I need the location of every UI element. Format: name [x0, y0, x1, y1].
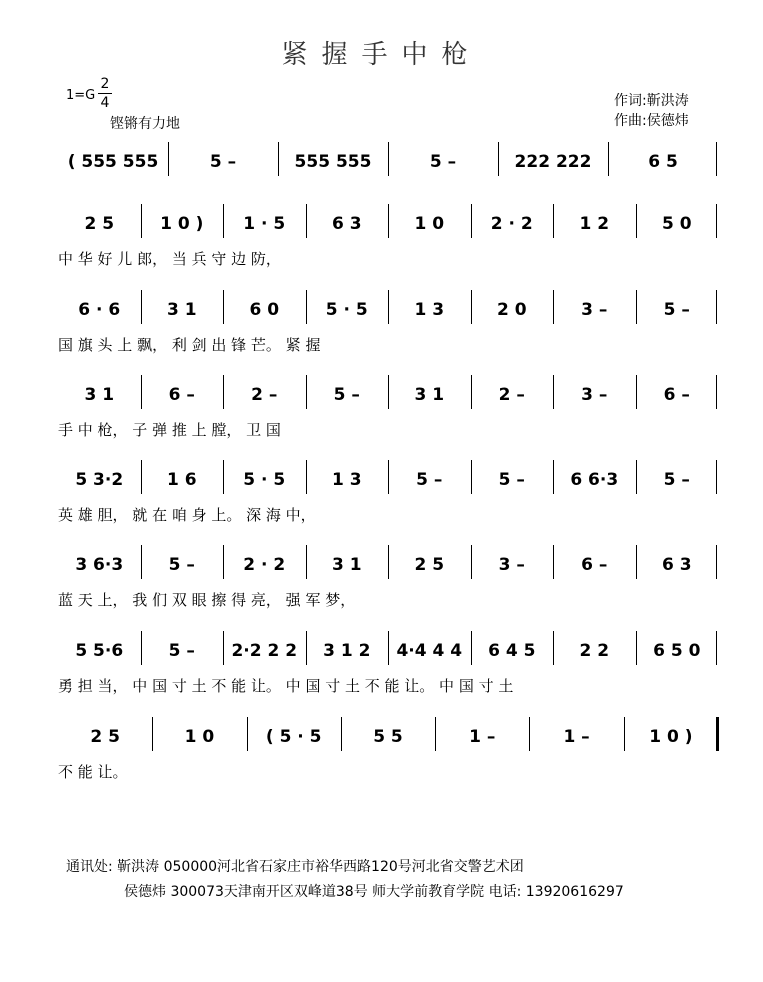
- barline: [388, 460, 389, 494]
- measure: 5 · 5: [325, 300, 368, 320]
- barline: [141, 375, 142, 409]
- barline: [306, 375, 307, 409]
- barline: [435, 717, 436, 751]
- barline: [223, 545, 224, 579]
- measure: 3 6·3: [75, 555, 124, 575]
- measure: 2·2 2 2: [231, 641, 298, 661]
- measure: 6 –: [168, 385, 195, 405]
- barline: [716, 142, 717, 176]
- notes-line: [58, 715, 718, 759]
- barline: [636, 204, 637, 238]
- measure: 1 0: [184, 727, 215, 747]
- barline: [636, 460, 637, 494]
- contact-line-1: 通讯处: 靳洪涛 050000河北省石家庄市裕华西路120号河北省交警艺术团: [66, 859, 524, 875]
- barline: [471, 545, 472, 579]
- barline: [168, 142, 169, 176]
- measure: 3 1: [331, 555, 362, 575]
- measure: 5 5·6: [75, 641, 124, 661]
- barline: [553, 290, 554, 324]
- meter-bottom: 4: [100, 95, 110, 111]
- notes-line: [58, 288, 718, 332]
- tempo-marking: 铿锵有力地: [110, 116, 180, 132]
- lyricist-credit: 作词:靳洪涛: [614, 93, 689, 109]
- measure: 6 6·3: [570, 470, 619, 490]
- measure: 6 4 5: [488, 641, 536, 661]
- barline: [223, 375, 224, 409]
- lyrics-line: 国 旗 头 上 飘， 利 剑 出 锋 芒。 紧 握: [58, 336, 321, 354]
- barline: [306, 545, 307, 579]
- measure: 1 6: [166, 470, 197, 490]
- measure: 3 1 2: [323, 641, 371, 661]
- barline: [223, 460, 224, 494]
- composer-credit: 作曲:侯德炜: [614, 113, 689, 129]
- barline: [388, 142, 389, 176]
- barline: [553, 375, 554, 409]
- measure: 5 –: [663, 300, 690, 320]
- measure: 3 1: [84, 385, 115, 405]
- barline: [471, 290, 472, 324]
- barline: [141, 290, 142, 324]
- lyrics-line: 手 中 枪， 子 弹 推 上 膛， 卫 国: [58, 421, 281, 439]
- measure: 1 2: [579, 214, 610, 234]
- barline: [306, 290, 307, 324]
- measure: 6 0: [249, 300, 280, 320]
- barline: [141, 631, 142, 665]
- score-row: [58, 202, 718, 268]
- barline: [716, 204, 717, 238]
- notes-line: [58, 629, 718, 673]
- measure: 6 · 6: [78, 300, 121, 320]
- measure: 5 –: [429, 152, 457, 172]
- song-title: 紧握手中枪: [281, 40, 482, 70]
- measure: 5 3·2: [75, 470, 124, 490]
- score-row: [58, 288, 718, 354]
- measure: 3 1: [414, 385, 445, 405]
- notes-line: [58, 458, 718, 502]
- barline: [716, 290, 717, 324]
- barline: [498, 142, 499, 176]
- barline: [306, 631, 307, 665]
- measure: 2 · 2: [490, 214, 533, 234]
- measure: 1 –: [563, 727, 590, 747]
- measure: 5 –: [168, 641, 195, 661]
- measure: 222 222: [514, 152, 592, 172]
- measure: 6 5 0: [653, 641, 701, 661]
- barline: [247, 717, 248, 751]
- score-row: [58, 140, 718, 184]
- lyrics-line: 中 华 好 儿 郎， 当 兵 守 边 防，: [58, 250, 281, 268]
- notes-line: [58, 140, 718, 184]
- meter-top: 2: [100, 76, 110, 92]
- measure: 1 0: [414, 214, 445, 234]
- barline: [636, 290, 637, 324]
- lyrics-line: 英 雄 胆， 就 在 咱 身 上。 深 海 中，: [58, 506, 316, 524]
- measure: 2 –: [498, 385, 525, 405]
- measure: 5 0: [661, 214, 692, 234]
- score-row: [58, 543, 718, 609]
- measure: 2 5: [414, 555, 445, 575]
- score-row: [58, 373, 718, 439]
- barline: [306, 204, 307, 238]
- measure: 5 5: [373, 727, 403, 747]
- measure: 5 –: [498, 470, 525, 490]
- barline: [388, 375, 389, 409]
- barline: [716, 460, 717, 494]
- barline: [471, 460, 472, 494]
- measure: 1 3: [414, 300, 445, 320]
- barline: [471, 631, 472, 665]
- barline: [529, 717, 530, 751]
- measure: 6 5: [648, 152, 678, 172]
- lyrics-line: 蓝 天 上， 我 们 双 眼 擦 得 亮， 强 军 梦，: [58, 591, 356, 609]
- barline: [636, 631, 637, 665]
- barline: [716, 717, 719, 751]
- barline: [553, 460, 554, 494]
- contact-line-2: 侯德炜 300073天津南开区双峰道38号 师大学前教育学院 电话: 13920616297: [124, 884, 624, 900]
- barline: [141, 460, 142, 494]
- measure: 2 · 2: [243, 555, 286, 575]
- key-signature: 1=G: [66, 88, 96, 103]
- score-row: [58, 458, 718, 524]
- barline: [388, 204, 389, 238]
- barline: [152, 717, 153, 751]
- barline: [553, 631, 554, 665]
- measure: ( 555 555: [67, 152, 159, 172]
- barline: [624, 717, 625, 751]
- measure: 1 –: [469, 727, 496, 747]
- measure: 3 –: [498, 555, 525, 575]
- measure: 2 –: [251, 385, 278, 405]
- barline: [608, 142, 609, 176]
- measure: 2 5: [90, 727, 120, 747]
- measure: 5 –: [663, 470, 690, 490]
- measure: 2 5: [84, 214, 115, 234]
- barline: [716, 631, 717, 665]
- score-row: [58, 715, 718, 781]
- barline: [141, 204, 142, 238]
- measure: 3 –: [581, 385, 608, 405]
- barline: [553, 545, 554, 579]
- notes-line: [58, 543, 718, 587]
- barline: [471, 375, 472, 409]
- barline: [471, 204, 472, 238]
- measure: 6 –: [581, 555, 608, 575]
- barline: [341, 717, 342, 751]
- barline: [388, 290, 389, 324]
- measure: 5 –: [209, 152, 237, 172]
- score-row: [58, 629, 718, 695]
- barline: [278, 142, 279, 176]
- barline: [716, 375, 717, 409]
- barline: [141, 545, 142, 579]
- measure: 3 1: [166, 300, 197, 320]
- lyrics-line: 不 能 让。: [58, 763, 128, 781]
- measure: 1 · 5: [243, 214, 286, 234]
- barline: [223, 631, 224, 665]
- measure: 5 –: [168, 555, 195, 575]
- barline: [553, 204, 554, 238]
- barline: [636, 545, 637, 579]
- measure: 5 –: [416, 470, 443, 490]
- measure: 555 555: [294, 152, 372, 172]
- time-signature: [98, 76, 112, 111]
- measure: 2 2: [579, 641, 610, 661]
- measure: ( 5 · 5: [265, 727, 322, 747]
- barline: [388, 545, 389, 579]
- measure: 3 –: [581, 300, 608, 320]
- measure: 1 0 ): [160, 214, 204, 234]
- measure: 1 3: [331, 470, 362, 490]
- barline: [636, 375, 637, 409]
- barline: [716, 545, 717, 579]
- barline: [223, 204, 224, 238]
- notes-line: [58, 373, 718, 417]
- measure: 2 0: [496, 300, 527, 320]
- measure: 5 · 5: [243, 470, 286, 490]
- measure: 4·4 4 4: [396, 641, 463, 661]
- barline: [306, 460, 307, 494]
- measure: 6 3: [331, 214, 362, 234]
- barline: [388, 631, 389, 665]
- lyrics-line: 勇 担 当， 中 国 寸 土 不 能 让。 中 国 寸 土 不 能 让。 中 国 寸 土: [58, 677, 514, 695]
- measure: 6 3: [661, 555, 692, 575]
- measure: 6 –: [663, 385, 690, 405]
- measure: 1 0 ): [649, 727, 693, 747]
- barline: [223, 290, 224, 324]
- notes-line: [58, 202, 718, 246]
- measure: 5 –: [333, 385, 360, 405]
